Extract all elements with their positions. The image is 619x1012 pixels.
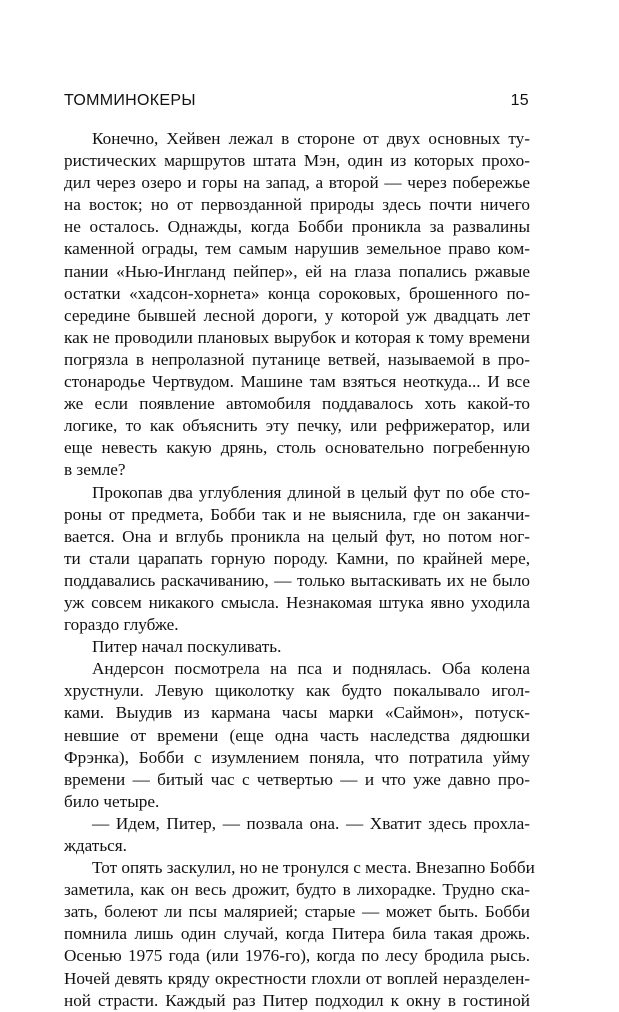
text-line: стонародье Чертвудом. Машине там взяться неоткуда... И все: [64, 372, 530, 392]
text-line: — Идем, Питер, — позвала она. — Хватит здесь прохла-: [92, 813, 530, 833]
page-number: 15: [510, 92, 529, 109]
text-line: Питер начал поскуливать.: [92, 637, 282, 657]
text-line: ками. Выудив из кармана часы марки «Саймон», потуск-: [64, 703, 530, 723]
text-line: Конечно, Хейвен лежал в стороне от двух основных ту-: [92, 129, 530, 148]
text-line: логике, то как объяснить эту печку, или рефрижератор, или: [64, 416, 530, 436]
text-line: не осталось. Однажды, когда Бобби проникла за развалины: [64, 217, 530, 237]
text-line: невшие от времени (еще одна часть наследства дядюшки: [64, 725, 530, 745]
text-line: вается. Она и вглубь проникла на целый фут, но потом ног-: [64, 526, 530, 546]
text-line: Осенью 1975 года (или 1976-го), когда по лесу бродила рысь.: [64, 946, 530, 966]
text-line: заметила, как он весь дрожит, будто в лихорадке. Трудно ска-: [64, 880, 530, 900]
text-line: Андерсон посмотрела на пса и поднялась. Оба колена: [92, 659, 530, 679]
text-line: било четыре.: [64, 791, 160, 811]
paragraph: [64, 658, 530, 813]
text-line: Тот опять заскулил, но не тронулся с места. Внезапно Бобби: [92, 858, 535, 878]
paragraph: [64, 482, 530, 637]
text-line: остатки «хадсон-хорнета» конца сороковых, брошенного по-: [64, 283, 530, 303]
text-line: ти стали царапать горную породу. Камни, по крайней мере,: [64, 548, 530, 568]
text-line: Фрэнка), Бобби с изумлением поняла, что потратила уйму: [64, 747, 530, 767]
text-line: зать, болеют ли псы малярией; старые — может быть. Бобби: [64, 902, 530, 922]
text-line: ждаться.: [64, 836, 127, 855]
paragraph: [64, 813, 530, 857]
text-line: Ночей девять кряду окрестности глохли от воплей неразделен-: [64, 968, 530, 988]
text-line: дил через озеро и горы на запад, а второй — через побережье: [64, 173, 530, 193]
text-line: роны от предмета, Бобби так и не выяснила, где он заканчи-: [64, 504, 530, 524]
text-line: в земле?: [64, 460, 126, 480]
text-line: гораздо глубже.: [64, 615, 179, 635]
text-line: ристических маршрутов штата Мэн, один из которых прохо-: [64, 151, 530, 171]
text-line: уж совсем никакого смысла. Незнакомая штука явно уходила: [64, 592, 530, 612]
text-line: погрязла в непролазной путанице ветвей, называемой в про-: [64, 349, 530, 369]
text-line: пании «Нью-Ингланд пейпер», ей на глаза попались ржавые: [64, 261, 530, 281]
text-line: еще невесть какую дрянь, столь основательно погребенную: [64, 438, 530, 458]
text-line: же если появление автомобиля поддавалось хоть какой-то: [64, 394, 530, 414]
text-line: поддавались раскачиванию, — только вытаскивать их не было: [64, 570, 530, 590]
text-line: как не проводили плановых вырубок и которая к тому времени: [64, 327, 530, 347]
text-line: каменной ограды, тем самым нарушив земельное право ком-: [64, 239, 530, 259]
body-text: [64, 128, 535, 1012]
text-line: помнила лишь один случай, когда Питера била такая дрожь.: [64, 924, 530, 944]
text-line: ной страсти. Каждый раз Питер подходил к окну в гостиной: [64, 990, 530, 1010]
text-line: Прокопав два углубления длиной в целый фут по обе сто-: [92, 482, 530, 502]
text-line: хрустнули. Левую щиколотку как будто покалывало игол-: [64, 681, 530, 701]
text-line: времени — битый час с четвертью — и что уже давно про-: [64, 769, 530, 789]
paragraph: [64, 636, 530, 658]
running-header: [64, 92, 529, 116]
text-line: на восток; но от первозданной природы здесь почти ничего: [64, 195, 530, 215]
book-title: ТОММИНОКЕРЫ: [64, 92, 196, 109]
text-line: середине бывшей лесной дороги, у которой уж двадцать лет: [64, 305, 530, 325]
paragraph: [64, 857, 535, 1012]
paragraph: [64, 128, 530, 482]
